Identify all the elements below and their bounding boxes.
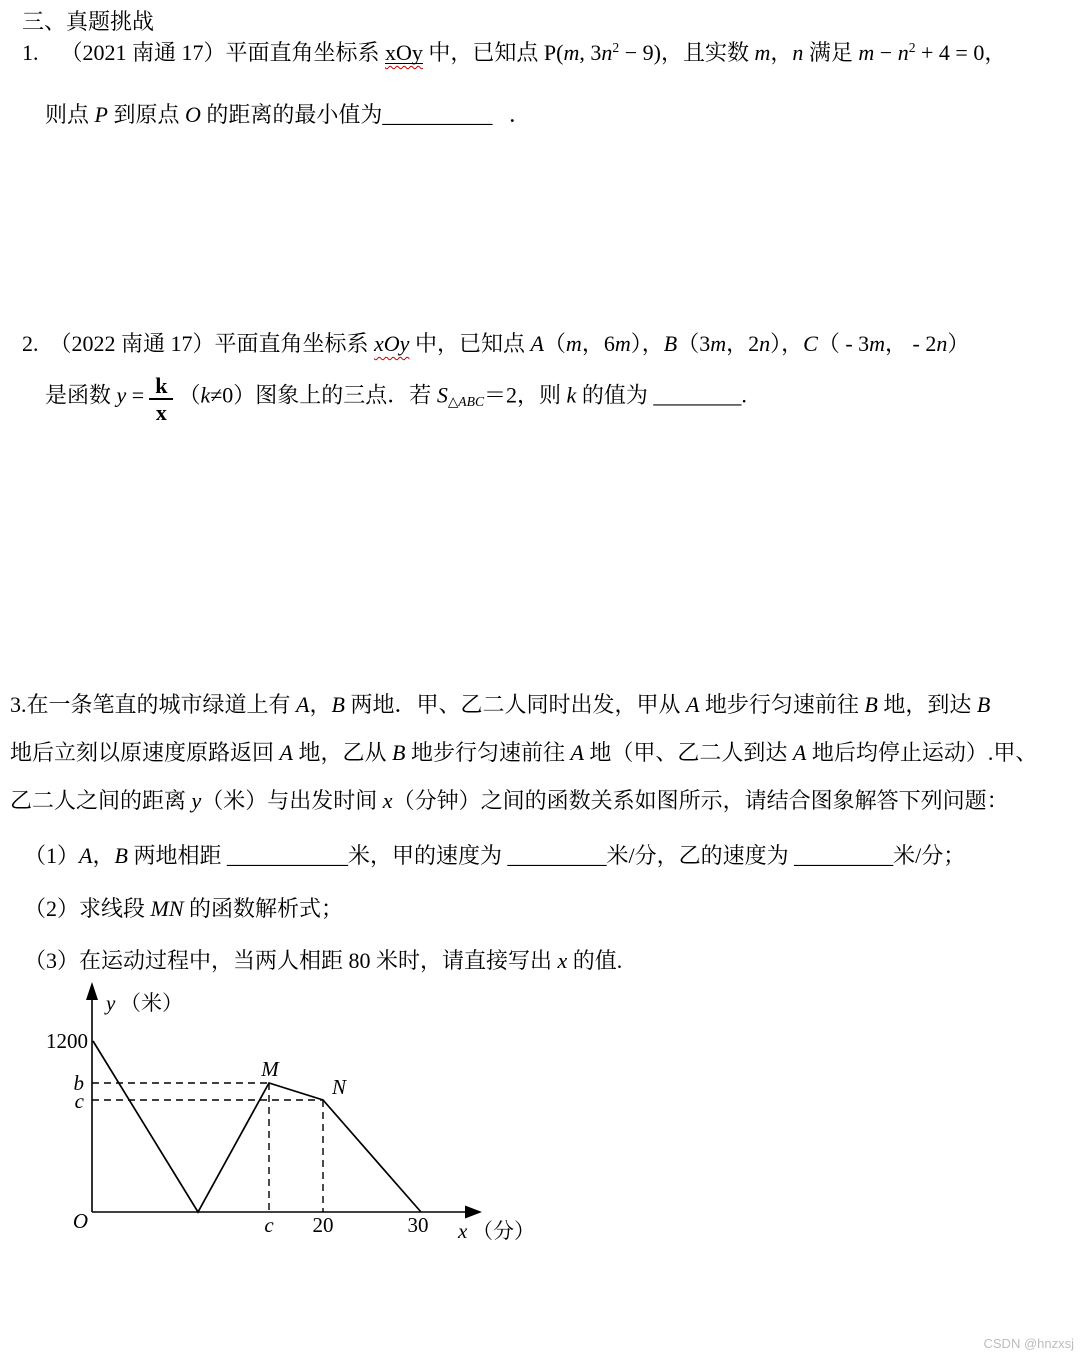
y-axis-label-unit: （米）: [120, 991, 183, 1015]
problem3-question2: （2）求线段 MN 的函数解析式；: [24, 896, 344, 921]
y-tick-b: b: [73, 1071, 84, 1095]
point-M-label: M: [261, 1057, 279, 1081]
csdn-watermark: CSDN @hnzxsj: [983, 1336, 1074, 1351]
problem2-line2: 是函数 y = $\frac{k}{x}$ （k≠0）图象上的三点．若 S△ABC＝2，则 k 的值为 ________.: [45, 373, 747, 426]
x-axis-label-letter: x: [458, 1219, 468, 1243]
origin-label: O: [72, 1209, 88, 1233]
y-tick-c: c: [74, 1089, 84, 1113]
x-tick-20: 20: [312, 1213, 334, 1237]
problem1-line2: 则点 P 到原点 O 的距离的最小值为__________ ．: [45, 102, 531, 127]
problem3-question3: （3）在运动过程中，当两人相距 80 米时，请直接写出 x 的值.: [24, 948, 623, 973]
distance-curve: [93, 1041, 421, 1212]
x-axis-label-unit: （分）: [472, 1219, 535, 1243]
x-tick-c: c: [264, 1213, 274, 1237]
section-title: 三、真题挑战: [22, 9, 155, 34]
function-graph-figure: [40, 980, 540, 1258]
point-N-label: N: [332, 1075, 347, 1099]
y-axis-arrow-icon: [86, 982, 98, 1000]
x-axis-arrow-icon: [465, 1206, 482, 1219]
problem3-line3: 乙二人之间的距离 y（米）与出发时间 x（分钟）之间的函数关系如图所示，请结合图象解答下列问题：: [10, 788, 1009, 813]
function-graph: [40, 980, 540, 1252]
problem3-line1: 3.在一条笔直的城市绿道上有 A，B 两地．甲、乙二人同时出发，甲从 A 地步行匀速前往 B 地，到达 B: [10, 692, 991, 717]
problem1-line1: 1. （2021 南通 17）平面直角坐标系 xOy 中，已知点 P(m, $3n^2 - 9$)，且实数 m，n 满足 $m - n^2 + 4 = 0$，: [22, 39, 1007, 65]
x-tick-30: 30: [407, 1213, 429, 1237]
problem2-line1: 2. （2022 南通 17）平面直角坐标系 xOy 中，已知点 A（m，6m），B（3m，2n），C（ - 3m， - 2n）: [22, 331, 970, 356]
problem3-question1: （1）A，B 两地相距 ___________米，甲的速度为 _________米/分，乙的速度为 _________米/分；: [24, 843, 966, 868]
problem3-line2: 地后立刻以原速度原路返回 A 地，乙从 B 地步行匀速前往 A 地（甲、乙二人到达 A 地后均停止运动）.甲、: [10, 740, 1038, 765]
y-tick-1200: 1200: [46, 1029, 88, 1053]
y-axis-label-letter: y: [106, 991, 116, 1015]
